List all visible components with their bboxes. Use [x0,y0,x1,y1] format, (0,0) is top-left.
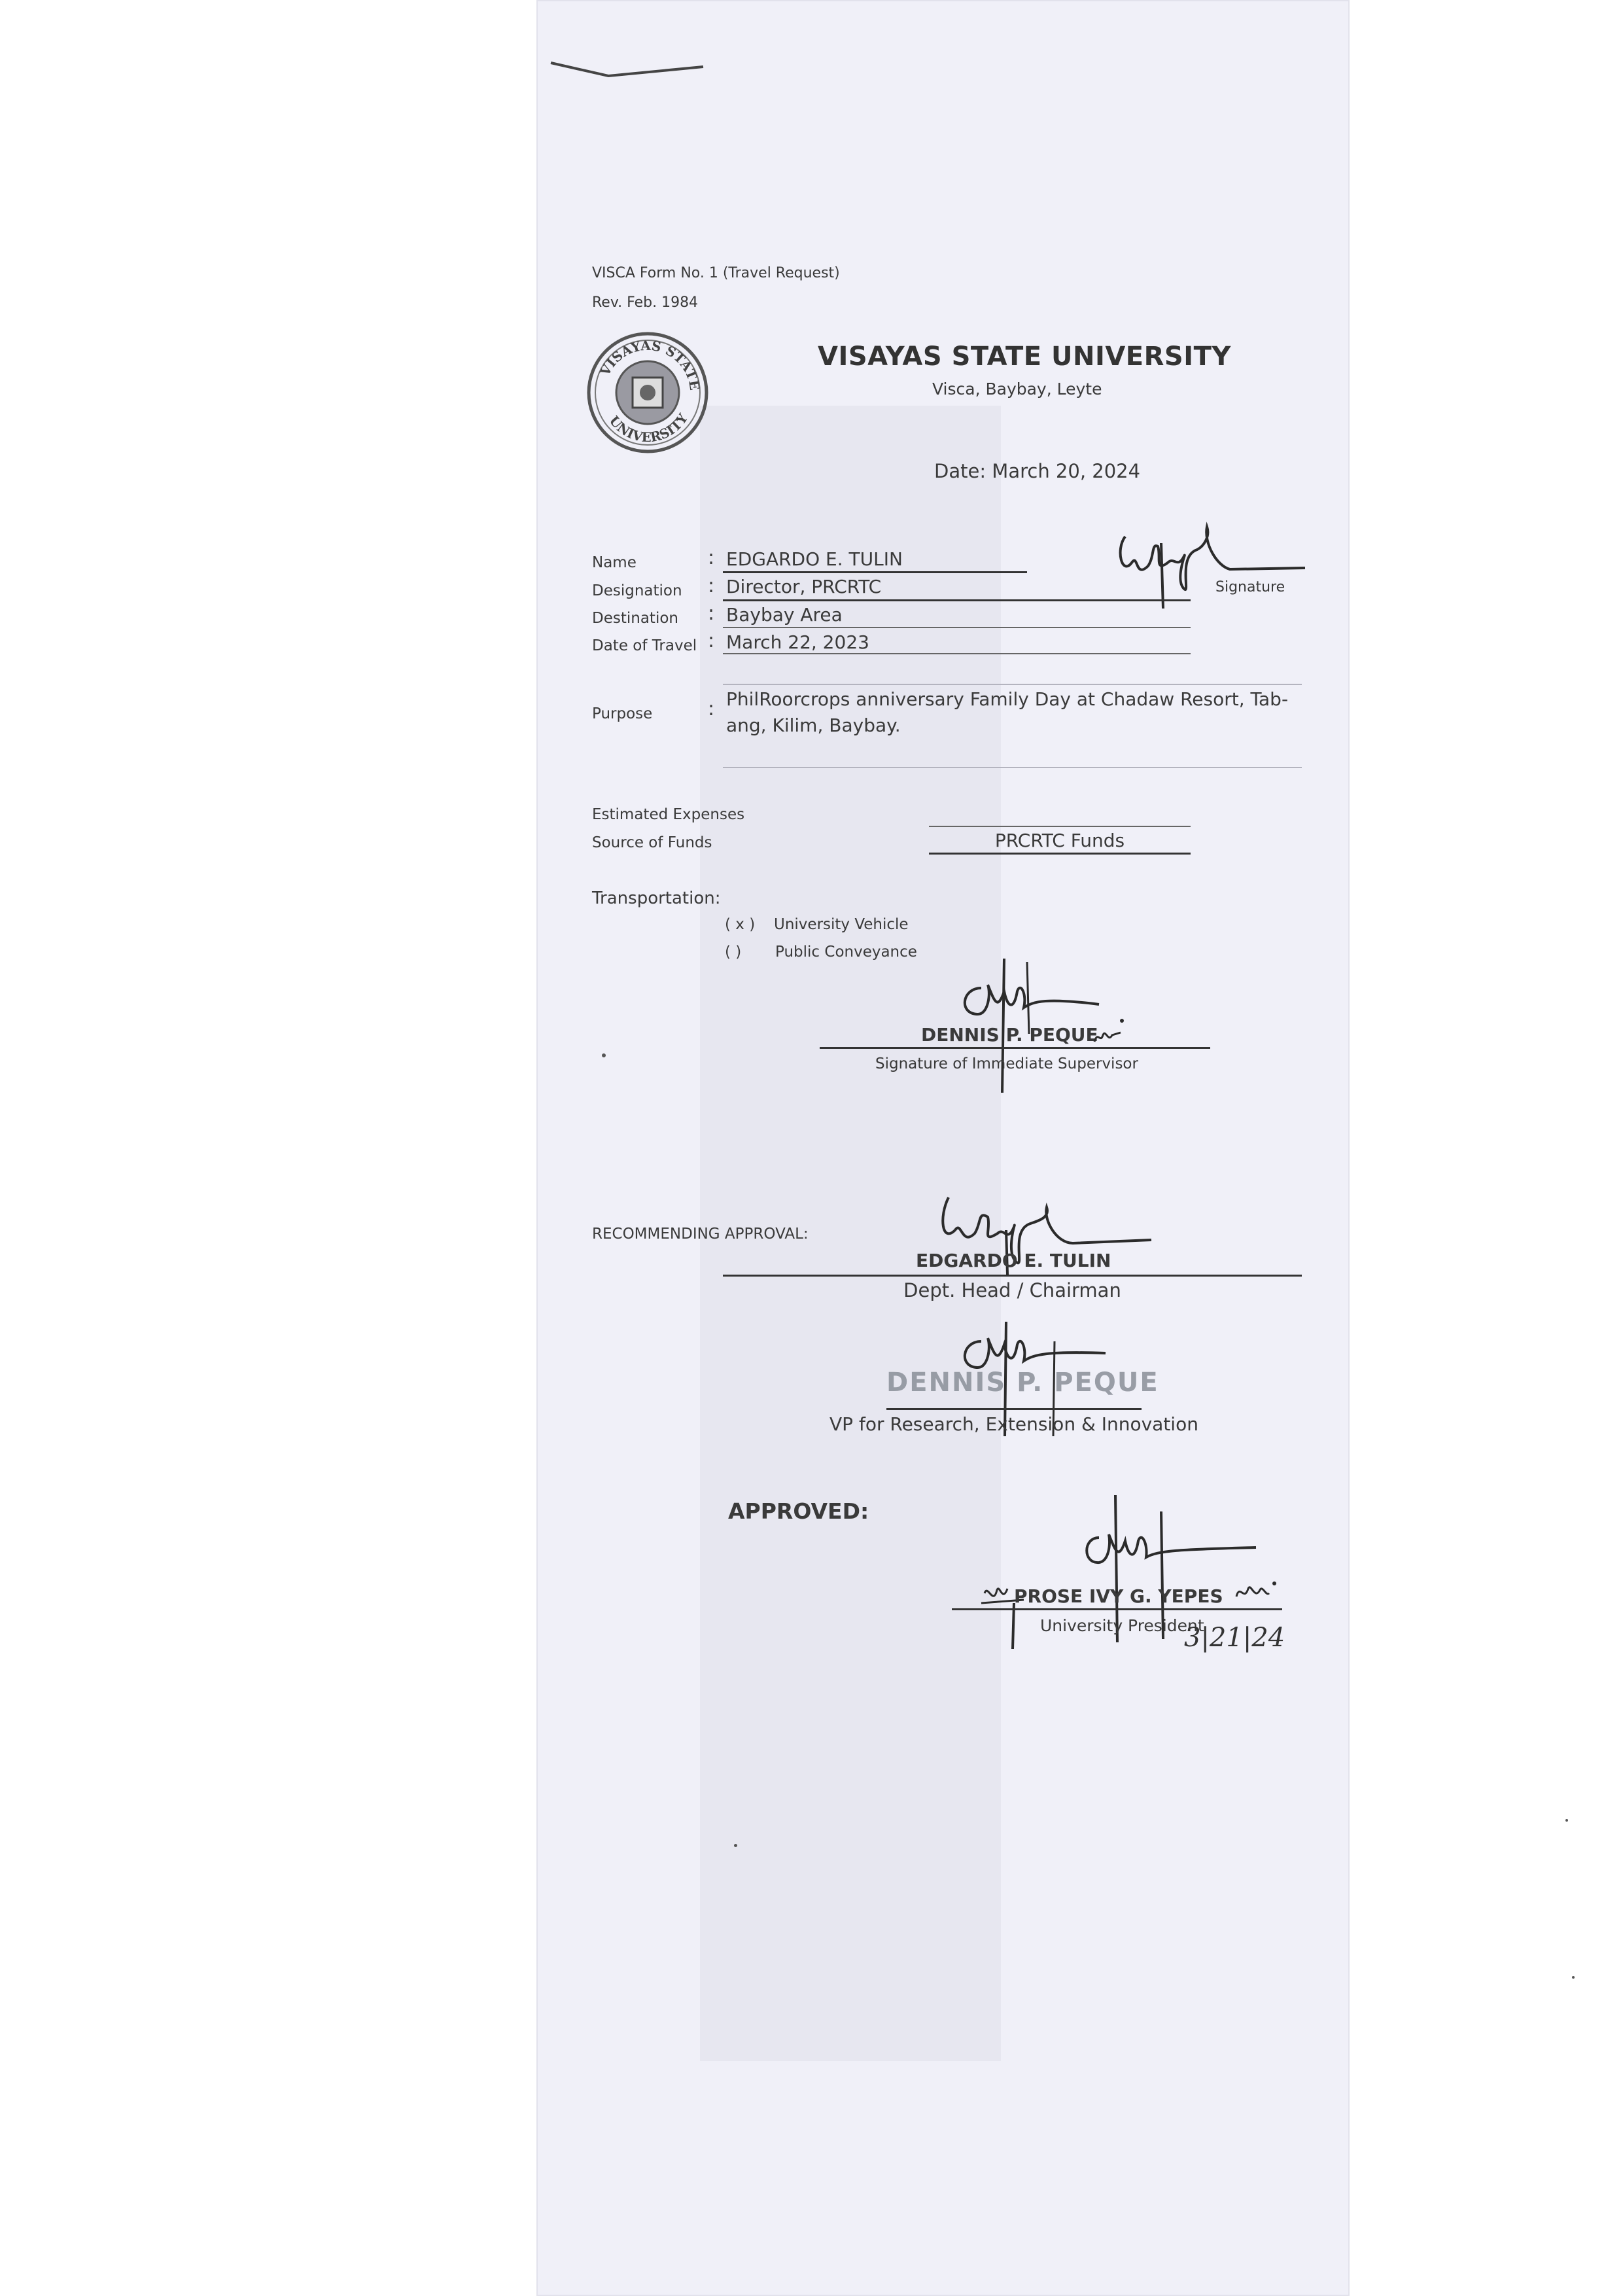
svg-text:UNIVERSITY: UNIVERSITY [606,410,691,446]
transport-university-mark: ( x ) [725,916,756,933]
purpose-line-2: ang, Kilim, Baybay. [726,715,901,736]
name-value: EDGARDO E. TULIN [726,548,903,570]
transportation-label: Transportation: [592,889,721,908]
scan-speck [1565,1819,1568,1822]
transport-public-text: Public Conveyance [775,944,917,961]
transport-university-text: University Vehicle [774,916,909,933]
designation-value: Director, PRCRTC [726,576,882,597]
designation-label: Designation [592,582,682,599]
recommending-approval-label: RECOMMENDING APPROVAL: [592,1226,809,1243]
date-of-travel-underline [723,653,1191,654]
vp-name-stamp: DENNIS P. PEQUE [886,1368,1159,1398]
supervisor-initials [1091,1027,1124,1047]
purpose-colon: : [708,698,715,720]
date-of-travel-colon: : [708,629,715,652]
supervisor-role: Signature of Immediate Supervisor [875,1055,1138,1072]
university-seal-logo [585,330,710,455]
destination-underline [723,627,1191,628]
scan-speck [602,1053,606,1057]
name-label: Name [592,554,637,571]
designation-colon: : [708,574,715,597]
name-underline [723,571,1027,573]
vp-line [886,1408,1142,1410]
supervisor-line [820,1047,1210,1049]
vp-role: VP for Research, Extension & Innovation [829,1413,1198,1435]
date-of-travel-value: March 22, 2023 [726,631,869,653]
president-name: PROSE IVY G. YEPES [1014,1585,1223,1607]
approved-label: APPROVED: [728,1498,869,1524]
destination-colon: : [708,602,715,625]
university-name: VISAYAS STATE UNIVERSITY [818,342,1231,372]
destination-value: Baybay Area [726,604,843,626]
university-address: Visca, Baybay, Leyte [932,380,1102,398]
dept-head-name: EDGARDO E. TULIN [916,1250,1111,1271]
purpose-label: Purpose [592,705,653,722]
name-colon: : [708,546,715,569]
signature-label: Signature [1215,579,1285,595]
purpose-topline [723,684,1302,685]
destination-label: Destination [592,610,678,627]
form-number: VISCA Form No. 1 (Travel Request) [592,265,840,281]
svg-text:VISAYAS STATE: VISAYAS STATE [597,337,703,392]
scan-speck [1572,1976,1575,1979]
dept-head-line [723,1275,1302,1277]
request-date: Date: March 20, 2024 [934,460,1141,482]
purpose-line-1: PhilRoorcrops anniversary Family Day at Chadaw Resort, Tab- [726,688,1289,710]
source-of-funds-label: Source of Funds [592,834,712,851]
president-role: University President [1040,1616,1204,1635]
transport-public-mark: ( ) [725,944,742,961]
form-revision: Rev. Feb. 1984 [592,294,699,311]
designation-underline [723,599,1191,601]
staple-mark [550,58,713,84]
estimated-expenses-line [929,826,1191,827]
date-of-travel-label: Date of Travel [592,637,697,654]
supervisor-name: DENNIS P. PEQUE [921,1024,1098,1046]
president-line [952,1608,1282,1610]
estimated-expenses-label: Estimated Expenses [592,806,745,823]
source-of-funds-line [929,853,1191,855]
source-of-funds-value: PRCRTC Funds [994,830,1125,851]
handwritten-approval-date: 3|21|24 [1184,1623,1285,1653]
scan-speck [734,1844,737,1847]
purpose-underline [723,767,1302,768]
dept-head-role: Dept. Head / Chairman [903,1279,1121,1301]
